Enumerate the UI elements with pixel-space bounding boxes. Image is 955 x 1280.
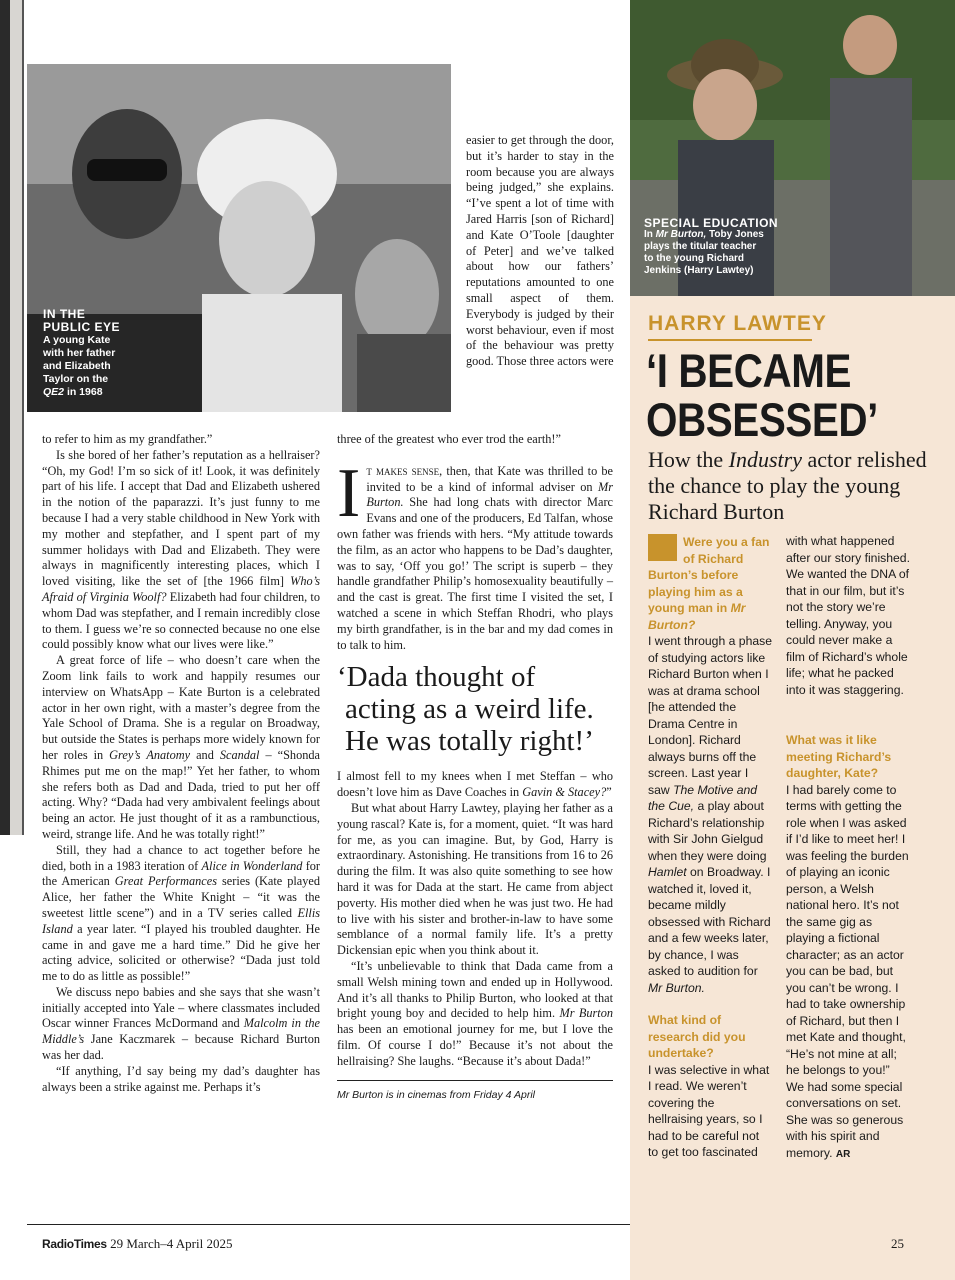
footer-brand: RadioTimes xyxy=(42,1237,107,1251)
paragraph: Still, they had a chance to act together before he died, both in a 1983 iteration of Alice in Wonderland for the American Great Performances series (Kate played Alice, her father the White Knight – “it was the sweetest little scene”) and in a TV series called Ellis Island a year later. “I played his troubled daughter. He came in and gave me a hard time.” Did he give her acting advice, solicited or otherwise? “Dada just told me to do as little as possible!” xyxy=(42,842,321,984)
footnote: Mr Burton is in cinemas from Friday 4 April xyxy=(337,1088,535,1101)
sidebar-col-1 xyxy=(648,534,772,1162)
photo-public-eye xyxy=(27,64,451,412)
paragraph: to refer to him as my grandfather.” xyxy=(42,432,213,446)
headline-line: OBSESSED’ xyxy=(646,393,878,446)
col-left xyxy=(42,432,320,1095)
photo-special-education xyxy=(630,0,955,296)
left-page-edge-light xyxy=(10,0,24,835)
answer: I was selective in what I read. We weren’t covering the hellraising years, so I had to be careful not to get too fascinated xyxy=(648,1062,770,1159)
caption-head: IN THE xyxy=(43,307,86,321)
sidebar-headline xyxy=(646,346,921,444)
paragraph: We discuss nepo babies and she says that she wasn’t initially accepted into Yale – where classmates included Oscar winner Frances McDormand and Malcolm in the Middle’s Jane Kaczmarek – because Richard Burton was her dad. xyxy=(42,984,321,1063)
paragraph-dropcap: I t makes sense, then, that Kate was thrilled to be invited to be a kind of informal adviser on Mr Burton. She had long chats with director Marc Evans and one of the producers, Ed Talfan, whose own father was friends with hers. “My attitude towards the film, as an actor who happens to be Dad’s daughter, was to say, ‘Off you go!’ The script is superb – they handle grandfather Philip’s homosexuality beautifully – and the cast is great. The first time I visited the set, I watched a scene in which Steffan Rhodri, who plays my birth grandfather, is in the bar and my dad comes in to talk to him. xyxy=(337,454,613,652)
caption-text: Taylor on the xyxy=(43,373,109,385)
col3-top-text xyxy=(466,133,614,370)
paragraph: I almost fell to my knees when I met Steffan – who doesn’t love him as Dave Coaches in Gavin & Stacey?” xyxy=(337,769,613,800)
caption-text: and Elizabeth xyxy=(43,360,111,372)
caption-head: PUBLIC EYE xyxy=(43,320,121,334)
caption-public-eye xyxy=(43,308,120,399)
caption-head: SPECIAL EDUCATION xyxy=(644,216,779,230)
paragraph: three of the greatest who ever trod the earth!” xyxy=(337,432,561,446)
question: What kind of research did you undertake? xyxy=(648,1013,746,1060)
col-mid xyxy=(337,432,613,1103)
paragraph: Is she bored of her father’s reputation as a hellraiser? “Oh, my God! I’m so sick of it! Look, it was definitely part of his life. I accept that Dad and Elizabeth ushered in the notion of the paparazzi. It’s just funny to me because I had a very stable childhood in New York with my mother and stepfather, and I spent part of my summer holidays with Dad and Elizabeth. They were always in magnificently interesting places, which I loved visiting, like the set of [the 1966 film] Who’s Afraid of Virginia Woolf? Elizabeth had four children, to whom Dad was stepfather, and I remain incredibly close to them. I guess we’re so connected because no one else could possibly know what our lives were like.” xyxy=(42,447,320,652)
paragraph: A great force of life – who doesn’t care when the Zoom link fails to work and happily resumes our interview on WhatsApp – Kate Burton is a celebrated actor in her own right, with a master’s degree from the Yale School of Drama. She is a regular on Broadway, but outside the States is perhaps more widely known for her roles in Grey’s Anatomy and Scandal – “Shonda Rhimes put me on the map!” Yet her father, to whom she refers both as Dad and Dada, tried to put her off acting. Why? “Dada had very ambivalent feelings about being an actor. He just thought of it as a rambunctious, weird, strange life. And he was totally right!” xyxy=(42,653,320,841)
sidebar-kicker: HARRY LAWTEY xyxy=(648,312,827,335)
question: Were you a fan of Richard Burton’s before playing him as a young man in Mr Burton? xyxy=(648,535,770,632)
kicker-underline xyxy=(648,339,812,341)
answer: I went through a phase of studying actors like Richard Burton when I was at drama school [he attended the Drama Centre in London]. Richard always burns off the screen. Last year I saw The Motive and the Cue, a play about Richard’s relationship with Sir John Gielgud when they were doing Hamlet on Broadway. I watched it, loved it, became mildly obsessed with Richard and a few weeks later, by chance, I was asked to audition for Mr Burton. xyxy=(648,634,772,995)
paragraph: easier to get through the door, but it’s harder to stay in the room because you are always being judged,” she explains. “I’ve spent a lot of time with Jared Harris [son of Richard] and Kate O’Toole [daughter of Peter] and we’ve talked about how our fathers’ reputations amounted to one small aspect of them. Everybody is judged by their worst behaviour, even if most of the behaviour was pretty good. Those three actors were xyxy=(466,133,614,369)
footer-left xyxy=(42,1236,232,1252)
footer-dates: 29 March–4 April 2025 xyxy=(110,1236,233,1251)
page-number: 25 xyxy=(891,1236,904,1251)
caption-text: in 1968 xyxy=(66,386,103,398)
caption-text: with her father xyxy=(43,347,116,359)
caption-ship: QE2 xyxy=(43,386,65,398)
sidebar-standfirst: How the Industry actor relished the chance to play the young Richard Burton xyxy=(648,447,927,524)
square-bullet-icon xyxy=(648,534,677,561)
caption-text: A young Kate xyxy=(43,334,111,346)
answer: I had barely come to terms with getting the role when I was asked if I’d like to meet her! I was feeling the burden of playing an iconic person, a Welsh national hero. It’s not the same gig as playing a fictional character; as an actor you can be bad, but you can’t be wrong. I had to take ownership of Richard, but then I met Kate and thought, “He’s not mine at all; he belongs to you!” We had some special conversations on set. She was so generous with his spirit and memory. AR xyxy=(786,782,909,1160)
caption-special-education: SPECIAL EDUCATION In Mr Burton, Toby Jones plays the titular teacher to the young Richard Jenkins (Harry Lawtey) xyxy=(644,216,779,276)
sidebar-col-2 xyxy=(786,534,910,1163)
caption-text: plays the titular teacher xyxy=(644,241,757,252)
answer-continued: with what happened after our story finished. We wanted the DNA of that in our film, but it’s not the story we’re telling. Anyway, you could never make a film of Richard’s whole life; what he packed into it was staggering. xyxy=(786,534,910,697)
paragraph: But what about Harry Lawtey, playing her father as a young rascal? Kate is, for a moment, quiet. “It was hard for me, as you can imagine. But, by God, Harry is extraordinary. Astonishing. He transitions from 16 to 26 during the film. It was also quite something to see how hard it was for Dada at the start. He came from abject poverty. His mother died when he was just two. He had to live with his sister and brother-in-law to have some semblance of a normal family life. It’s a pretty Dickensian epic when you think about it. xyxy=(337,800,613,958)
headline-line: ‘I BECAME xyxy=(646,344,851,397)
paragraph: “It’s unbelievable to think that Dada came from a small Welsh mining town and ended up in Hollywood. And it’s all thanks to Philip Burton, who looked at that bright young boy and decided to help him. Mr Burton has been an emotional journey for me, but I love the film. Of course I do!” Because it’s not about the hellraising? She laughs. “Because it’s about Dada!” xyxy=(337,958,614,1068)
pull-quote: ‘Dada thought of acting as a weird life. He was totally right!’ xyxy=(337,661,594,758)
paragraph: “If anything, I’d say being my dad’s daughter has always been a strike against me. Perhaps it’s xyxy=(42,1063,320,1094)
drop-cap: I xyxy=(337,454,361,532)
caption-text: Jenkins (Harry Lawtey) xyxy=(644,265,754,276)
caption-text: to the young Richard xyxy=(644,253,744,264)
footer-rule xyxy=(27,1224,630,1225)
footnote-rule xyxy=(337,1080,613,1081)
question: What was it like meeting Richard’s daughter, Kate? xyxy=(786,733,892,780)
